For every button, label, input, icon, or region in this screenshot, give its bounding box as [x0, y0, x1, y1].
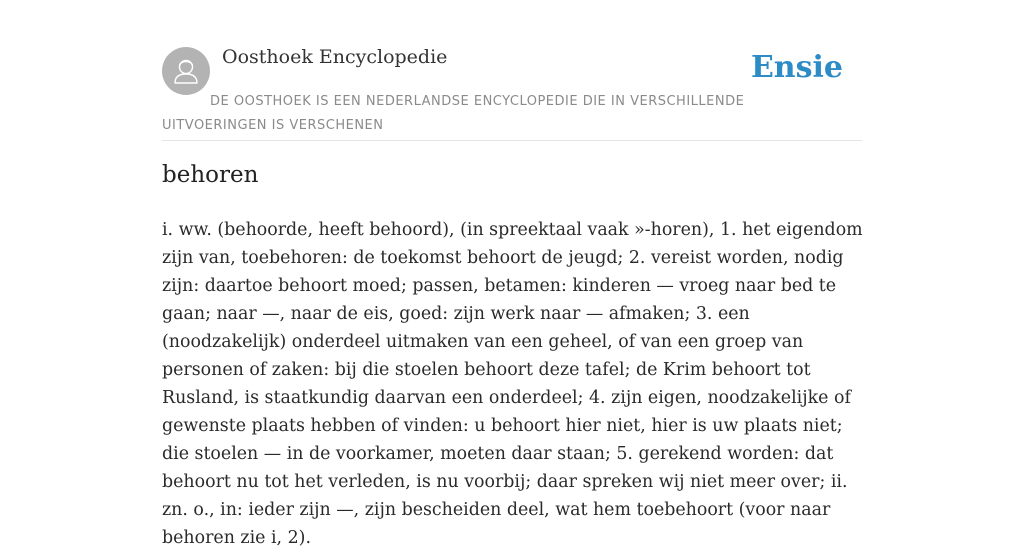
site-name[interactable]: Oosthoek Encyclopedie: [222, 46, 448, 68]
avatar[interactable]: [162, 47, 210, 95]
site-tagline: DE OOSTHOEK IS EEN NEDERLANDSE ENCYCLOPEDIE DIE IN VERSCHILLENDE UITVOERINGEN IS VERSCHENEN: [162, 94, 745, 133]
header: [162, 44, 862, 141]
ensie-logo[interactable]: Ensie: [750, 50, 843, 85]
user-icon: [162, 47, 210, 95]
entry-title: behoren: [162, 162, 259, 188]
entry-definition: i. ww. (behoorde, heeft behoord), (in spreektaal vaak »-horen), 1. het eigendom zijn van, toebehoren: de toekomst behoort de jeugd; 2. vereist worden, nodig zijn: daartoe behoort moed; passen, betamen: kinderen — vroeg naar bed te gaan; naar —, naar de eis, goed: zijn werk naar — afmaken; 3. een (noodzakelijk) onderdeel uitmaken van een geheel, of van een groep van personen of zaken: bij die stoelen behoort deze tafel; de Krim behoort tot Rusland, is staatkundig daarvan een onderdeel; 4. zijn eigen, noodzakelijke of gewenste plaats hebben of vinden: u behoort hier niet, hier is uw plaats niet; die stoelen — in de voorkamer, moeten daar staan; 5. gerekend worden: dat behoort nu tot het verleden, is nu voorbij; daar spreken wij niet meer over; ii. zn. o., in: ieder zijn —, zijn bescheiden deel, wat hem toebehoort (voor naar behoren zie i, 2).: [162, 220, 863, 548]
